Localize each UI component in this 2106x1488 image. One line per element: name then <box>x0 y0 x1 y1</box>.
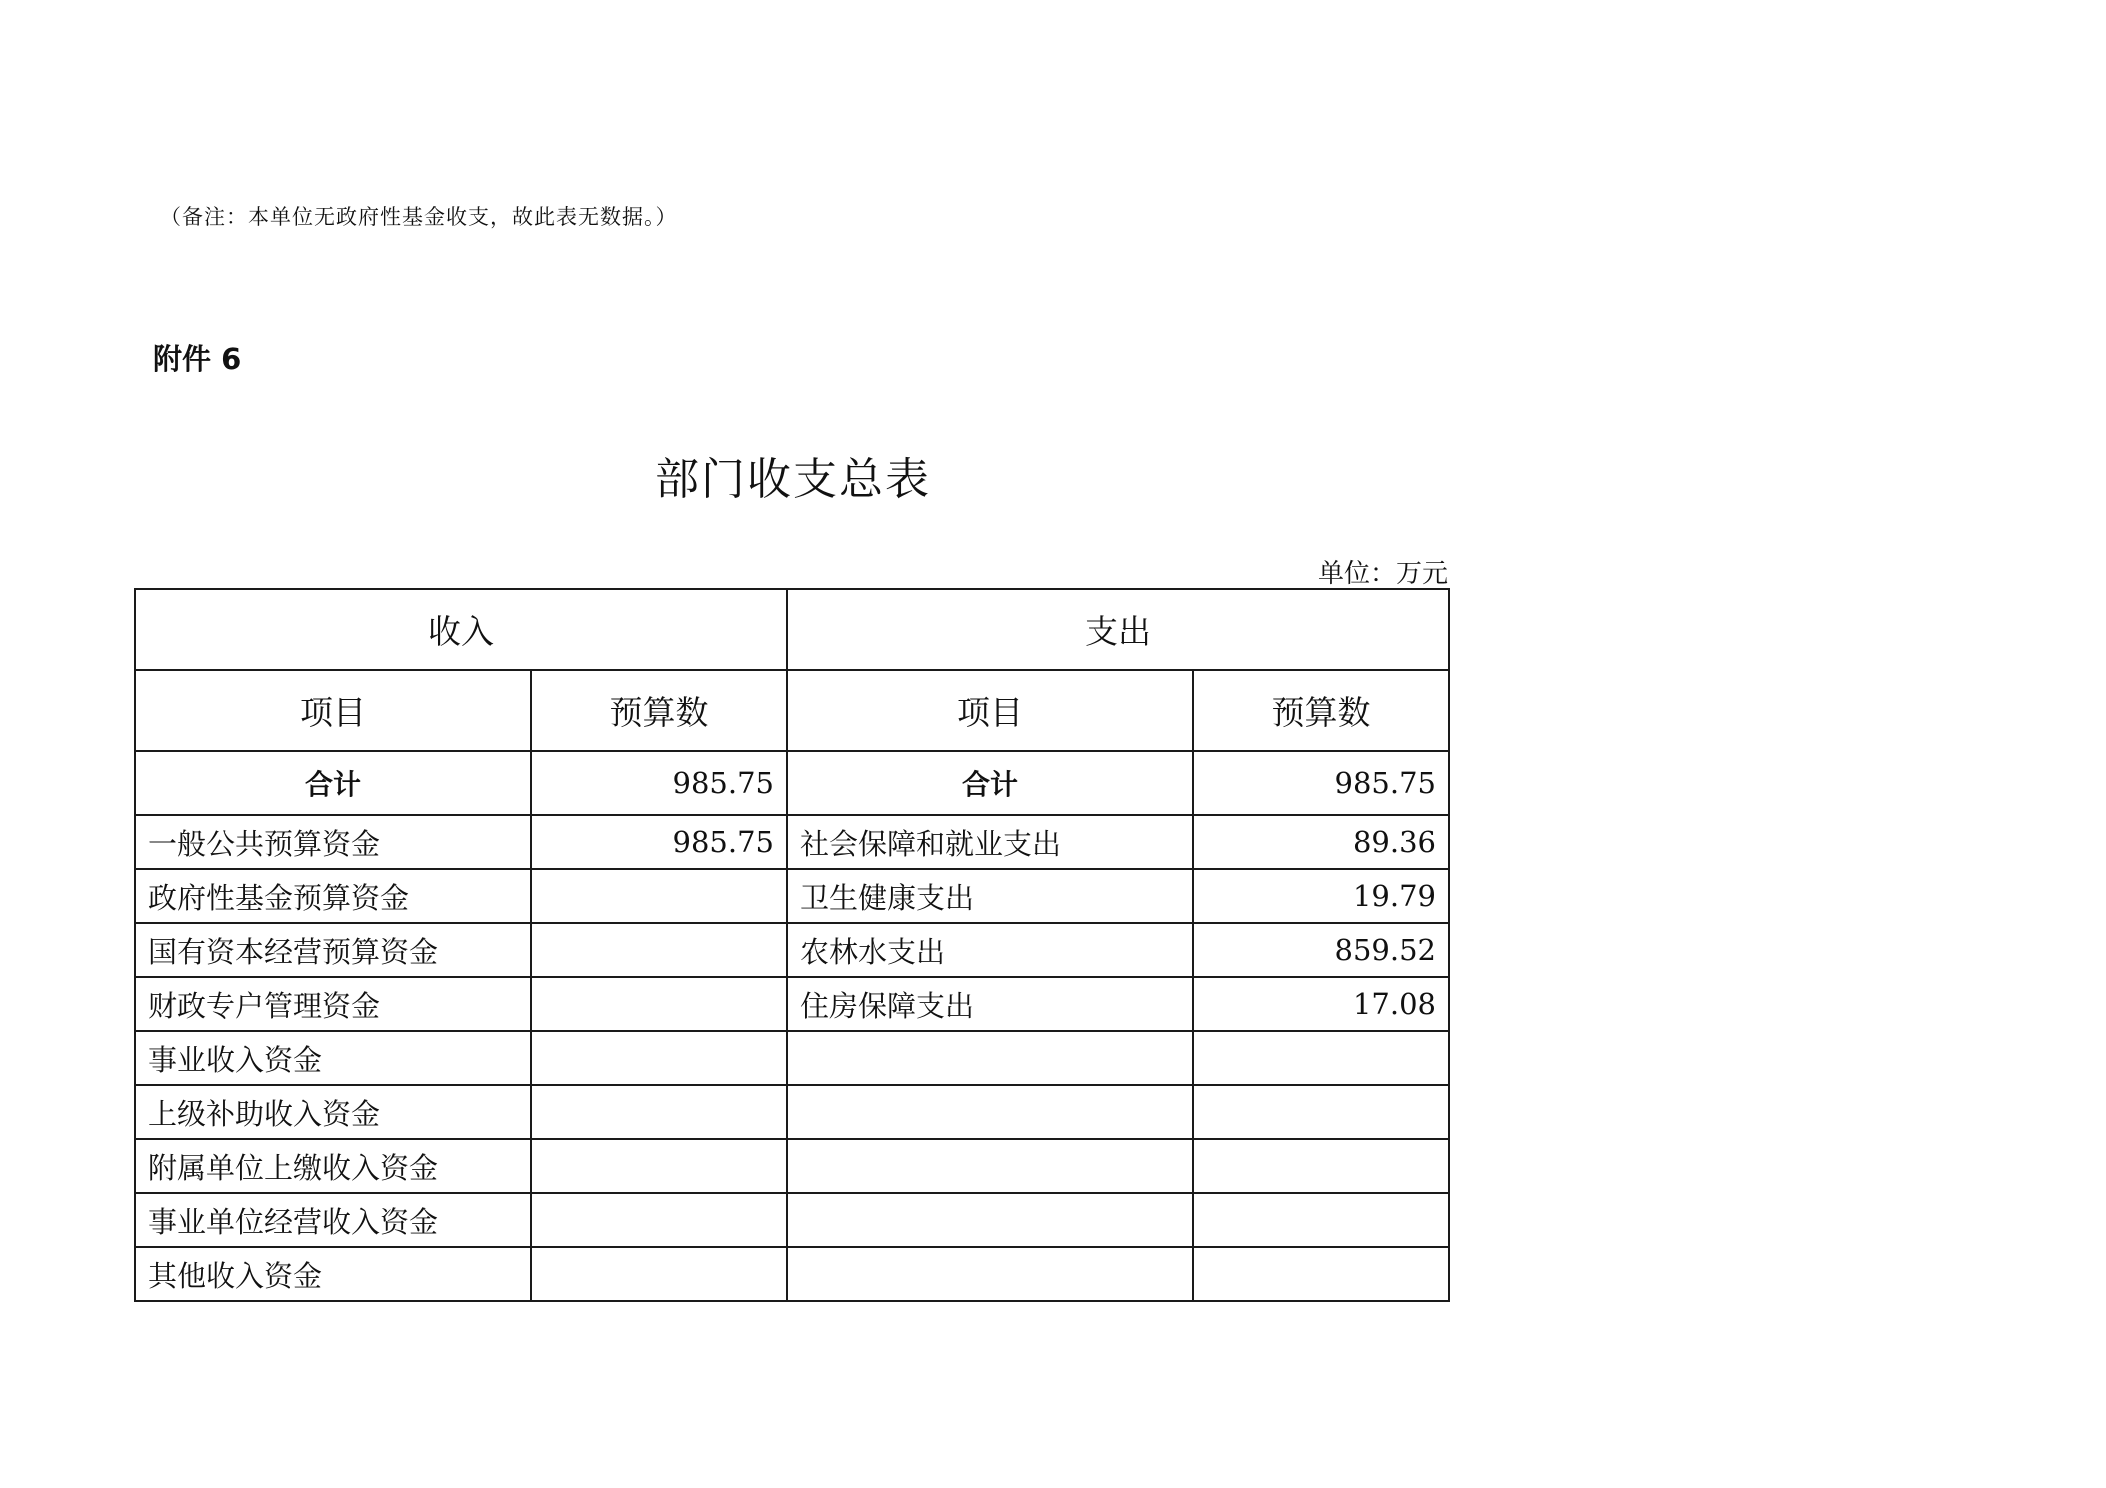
income-item: 一般公共预算资金 <box>135 815 531 869</box>
expense-value: 89.36 <box>1193 815 1449 869</box>
table-row <box>135 869 1449 923</box>
expense-budget-header: 预算数 <box>1193 670 1449 751</box>
expense-value <box>1193 1031 1449 1085</box>
expense-value <box>1193 1139 1449 1193</box>
income-budget-header: 预算数 <box>531 670 787 751</box>
expense-section-header: 支出 <box>787 589 1449 670</box>
income-value <box>531 869 787 923</box>
unit-label: 单位：万元 <box>1317 559 1448 589</box>
table-row <box>135 1031 1449 1085</box>
expense-total-label: 合计 <box>787 751 1193 815</box>
income-item: 国有资本经营预算资金 <box>135 923 531 977</box>
income-item-header: 项目 <box>135 670 531 751</box>
income-value <box>531 977 787 1031</box>
expense-value <box>1193 1085 1449 1139</box>
income-item: 上级补助收入资金 <box>135 1085 531 1139</box>
income-value <box>531 1031 787 1085</box>
table-row <box>135 923 1449 977</box>
expense-value: 859.52 <box>1193 923 1449 977</box>
note-text: （备注：本单位无政府性基金收支，故此表无数据。） <box>160 205 678 229</box>
table-row <box>135 1247 1449 1301</box>
table-row <box>135 1139 1449 1193</box>
expense-item <box>787 1139 1193 1193</box>
expense-item <box>787 1031 1193 1085</box>
income-value: 985.75 <box>531 815 787 869</box>
income-value <box>531 1085 787 1139</box>
income-item: 其他收入资金 <box>135 1247 531 1301</box>
attachment-label: 附件 6 <box>153 342 242 376</box>
expense-item: 住房保障支出 <box>787 977 1193 1031</box>
income-value <box>531 1139 787 1193</box>
expense-item: 社会保障和就业支出 <box>787 815 1193 869</box>
expense-value <box>1193 1193 1449 1247</box>
income-total-label: 合计 <box>135 751 531 815</box>
income-total-value: 985.75 <box>531 751 787 815</box>
budget-table <box>134 588 1450 1302</box>
table-row <box>135 1193 1449 1247</box>
expense-item-header: 项目 <box>787 670 1193 751</box>
expense-item <box>787 1085 1193 1139</box>
income-item: 附属单位上缴收入资金 <box>135 1139 531 1193</box>
income-value <box>531 1247 787 1301</box>
income-item: 事业收入资金 <box>135 1031 531 1085</box>
expense-value <box>1193 1247 1449 1301</box>
expense-item: 农林水支出 <box>787 923 1193 977</box>
income-item: 财政专户管理资金 <box>135 977 531 1031</box>
document-title: 部门收支总表 <box>655 454 931 505</box>
income-section-header: 收入 <box>135 589 787 670</box>
income-item: 事业单位经营收入资金 <box>135 1193 531 1247</box>
expense-item <box>787 1193 1193 1247</box>
table-row <box>135 977 1449 1031</box>
expense-item <box>787 1247 1193 1301</box>
section-header-row <box>135 589 1449 670</box>
total-row <box>135 751 1449 815</box>
expense-total-value: 985.75 <box>1193 751 1449 815</box>
income-value <box>531 923 787 977</box>
column-header-row <box>135 670 1449 751</box>
income-item: 政府性基金预算资金 <box>135 869 531 923</box>
table-row <box>135 1085 1449 1139</box>
income-value <box>531 1193 787 1247</box>
expense-value: 19.79 <box>1193 869 1449 923</box>
expense-item: 卫生健康支出 <box>787 869 1193 923</box>
expense-value: 17.08 <box>1193 977 1449 1031</box>
table-row <box>135 815 1449 869</box>
